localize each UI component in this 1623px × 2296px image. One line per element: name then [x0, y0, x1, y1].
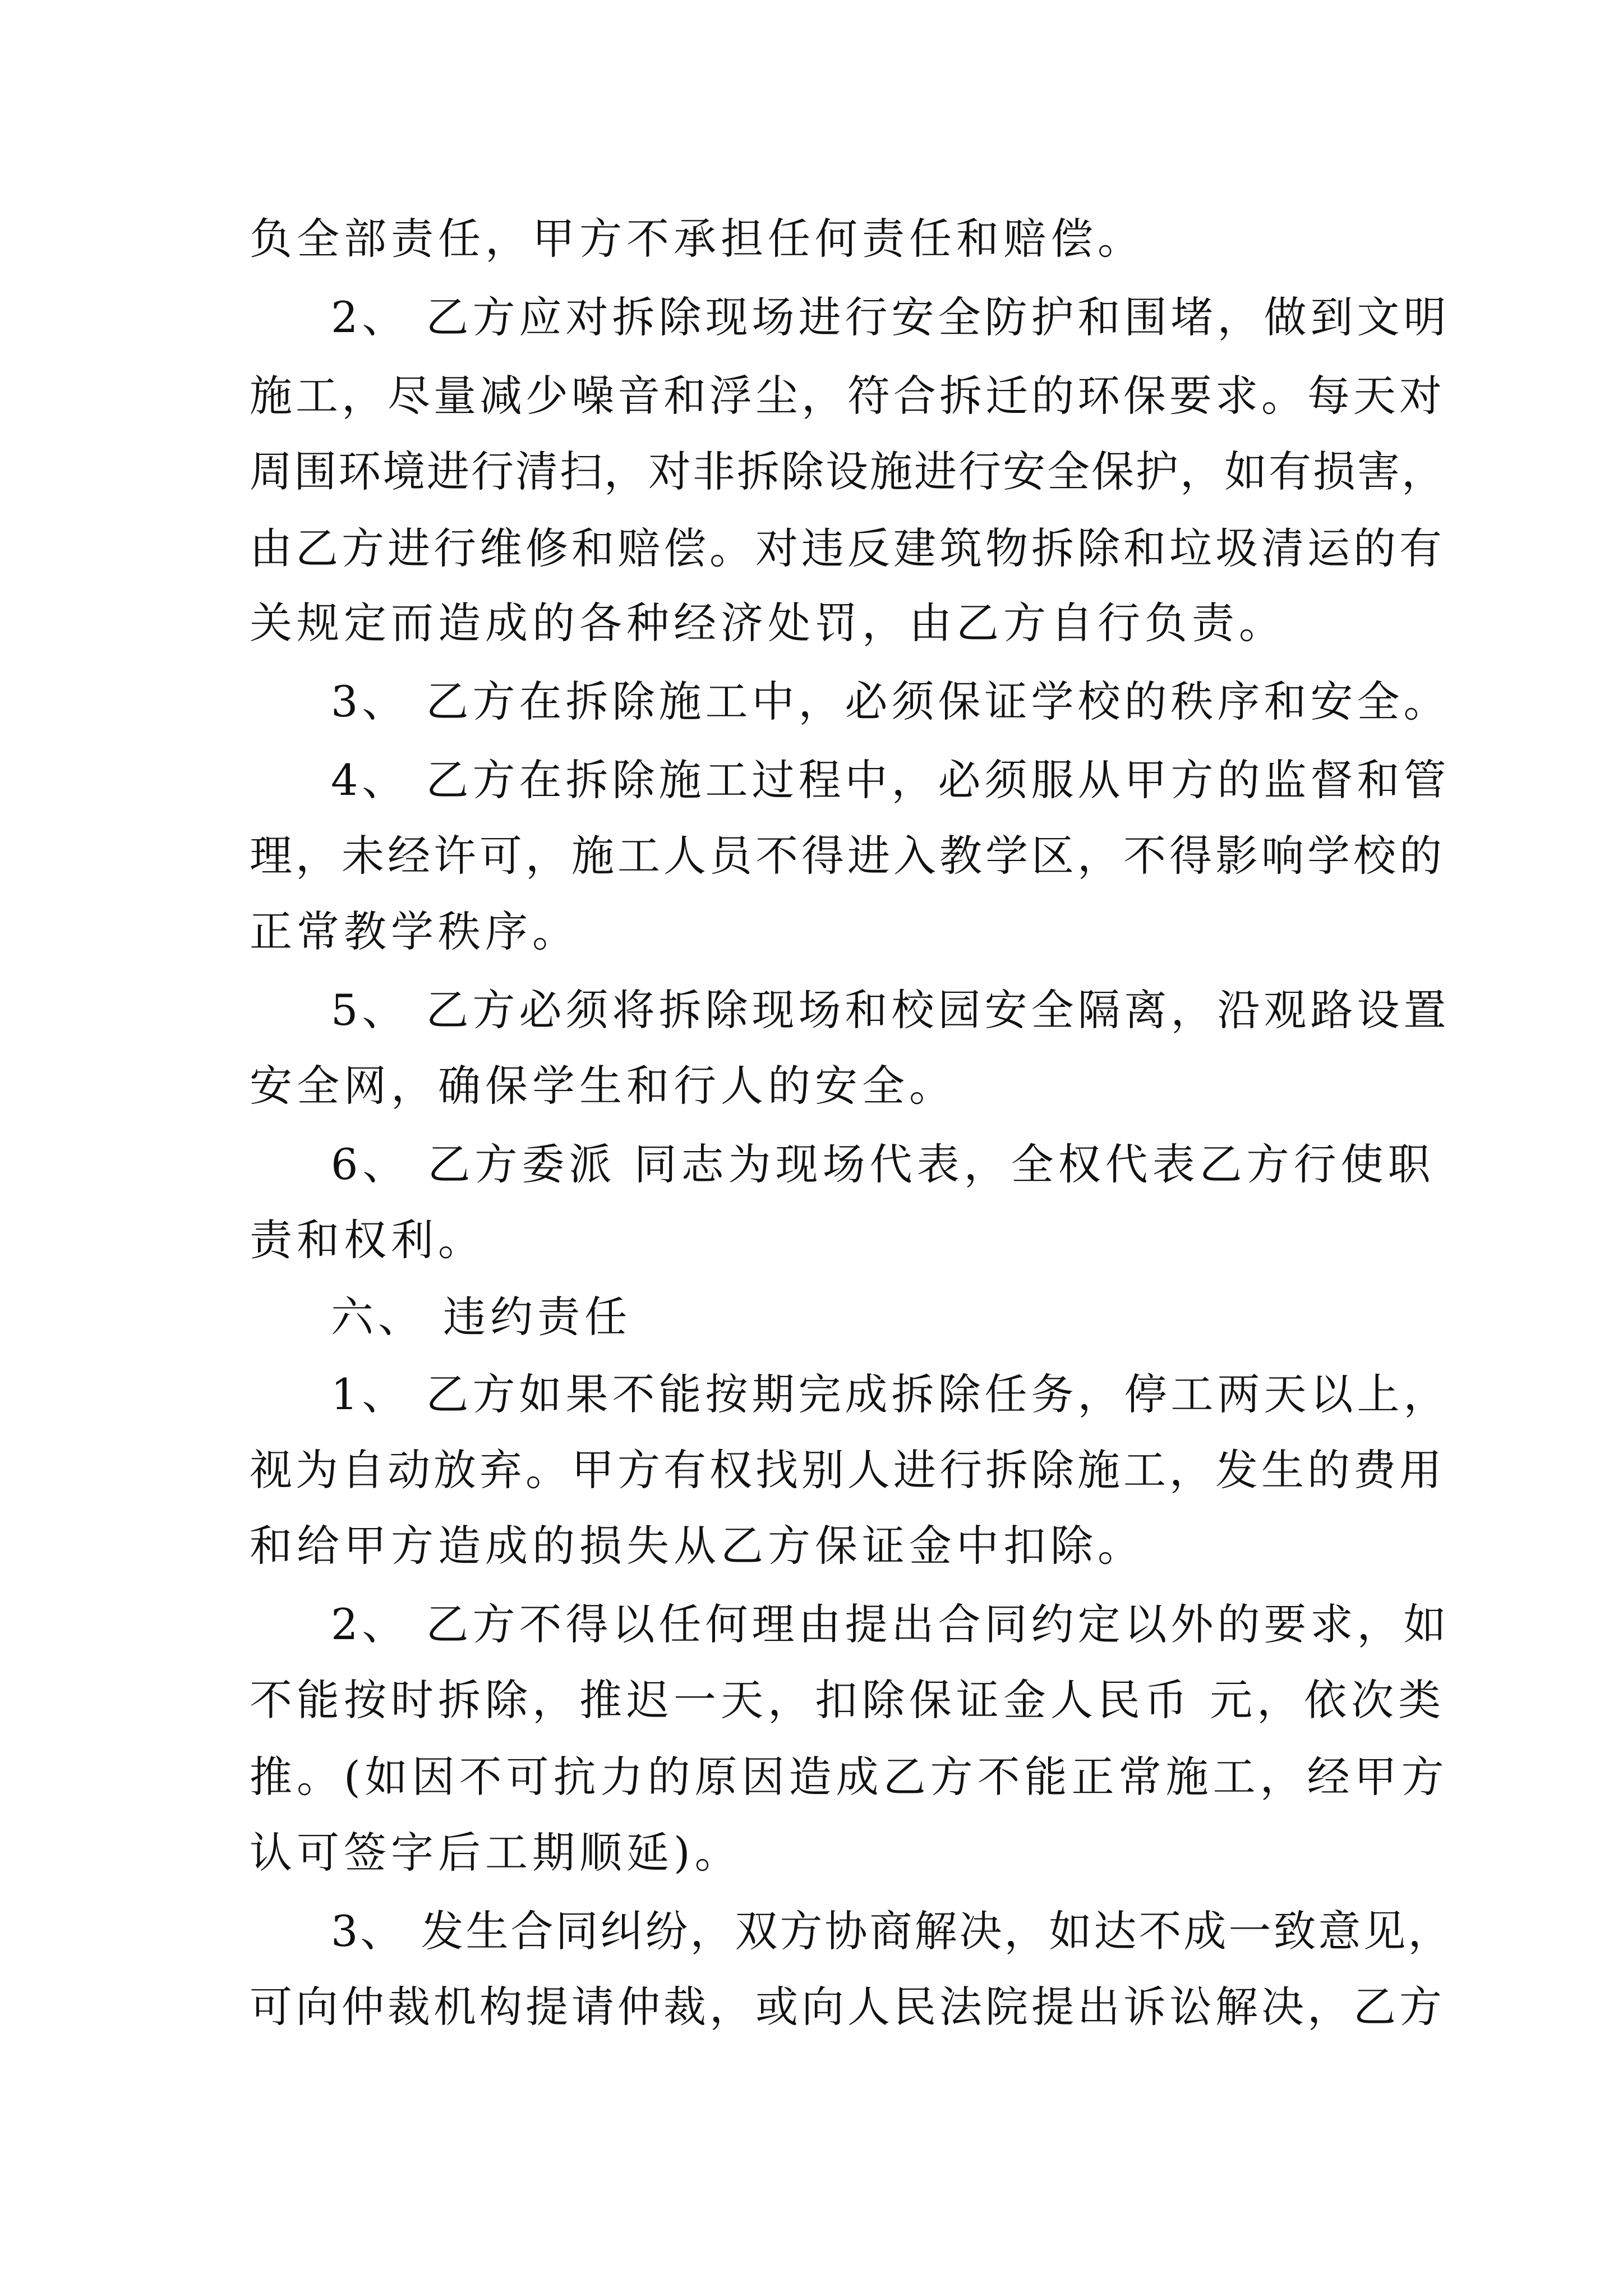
text-line: 2、 乙方应对拆除现场进行安全防护和围堵，做到文明: [331, 292, 1450, 342]
text-line: 正常教学秩序。: [250, 907, 579, 956]
text-line: 认可签字后工期顺延)。: [250, 1828, 742, 1878]
text-line: 理，未经许可，施工人员不得进入教学区，不得影响学校的: [250, 831, 1445, 881]
text-line: 可向仲裁机构提请仲裁，或向人民法院提出诉讼解决，乙方: [250, 1982, 1445, 2032]
text-line: 周围环境进行清扫，对非拆除设施进行安全保护，如有损害，: [250, 447, 1446, 496]
text-line: 关规定而造成的各种经济处罚，由乙方自行负责。: [250, 598, 1286, 648]
text-line: 负全部责任，甲方不承担任何责任和赔偿。: [250, 214, 1145, 264]
text-line: 不能按时拆除，推迟一天，扣除保证金人民币 元，依次类: [250, 1675, 1446, 1725]
text-line: 责和权利。: [250, 1215, 485, 1265]
text-line: 视为自动放弃。甲方有权找别人进行拆除施工，发生的费用: [250, 1445, 1445, 1495]
text-line: 由乙方进行维修和赔偿。对违反建筑物拆除和垃圾清运的有: [250, 523, 1445, 573]
text-line: 和给甲方造成的损失从乙方保证金中扣除。: [250, 1521, 1145, 1571]
text-line: 1、 乙方如果不能按期完成拆除任务，停工两天以上，: [331, 1369, 1450, 1419]
text-line: 施工，尽量减少噪音和浮尘，符合拆迁的环保要求。每天对: [250, 371, 1445, 421]
section-heading: 六、 违约责任: [331, 1292, 632, 1342]
text-line: 推。(如因不可抗力的原因造成乙方不能正常施工，经甲方: [250, 1752, 1449, 1802]
text-line: 6、 乙方委派 同志为现场代表，全权代表乙方行使职: [331, 1139, 1435, 1189]
text-line: 5、 乙方必须将拆除现场和校园安全隔离，沿观路设置: [331, 985, 1450, 1035]
text-line: 安全网，确保学生和行人的安全。: [250, 1061, 956, 1111]
text-line: 4、 乙方在拆除施工过程中，必须服从甲方的监督和管: [331, 755, 1450, 805]
text-line: 3、 乙方在拆除施工中，必须保证学校的秩序和安全。: [331, 677, 1450, 726]
text-line: 2、 乙方不得以任何理由提出合同约定以外的要求，如: [331, 1599, 1450, 1649]
text-line: 3、 发生合同纠纷，双方协商解决，如达不成一致意见，: [331, 1906, 1453, 1956]
